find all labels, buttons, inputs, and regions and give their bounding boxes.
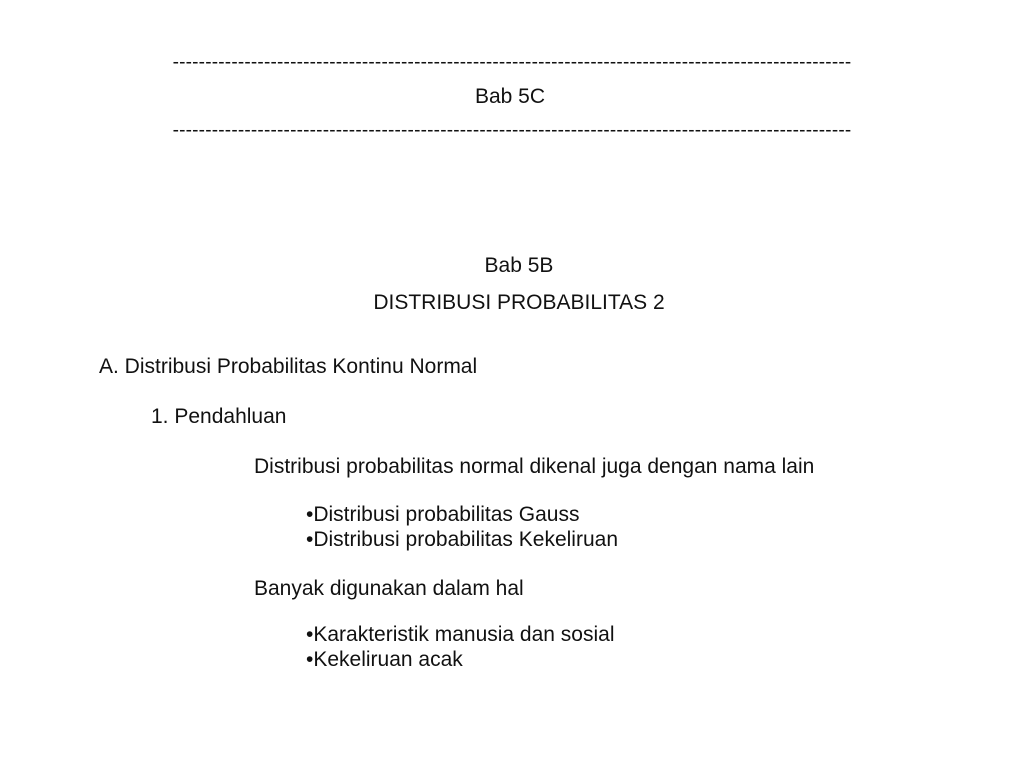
list-item: •Distribusi probabilitas Kekeliruan xyxy=(306,528,618,551)
list-item: •Kekeliruan acak xyxy=(306,648,463,671)
header-rule-top: -------------------------------------------------------------------------------------------------------- xyxy=(172,52,852,73)
usages-list xyxy=(306,622,615,672)
list-item: •Karakteristik manusia dan sosial xyxy=(306,623,615,646)
header-rule-bottom: -------------------------------------------------------------------------------------------------------- xyxy=(172,120,852,141)
usage-intro-text: Banyak digunakan dalam hal xyxy=(254,577,524,600)
list-item: •Distribusi probabilitas Gauss xyxy=(306,503,580,526)
section-heading: A. Distribusi Probabilitas Kontinu Normal xyxy=(99,355,478,378)
intro-text: Distribusi probabilitas normal dikenal juga dengan nama lain xyxy=(254,455,815,478)
subsection-heading: 1. Pendahluan xyxy=(151,405,287,428)
page-title: DISTRIBUSI PROBABILITAS 2 xyxy=(373,291,665,314)
other-names-list xyxy=(306,502,618,552)
header-chapter: Bab 5C xyxy=(474,85,546,108)
title-chapter: Bab 5B xyxy=(484,254,554,277)
